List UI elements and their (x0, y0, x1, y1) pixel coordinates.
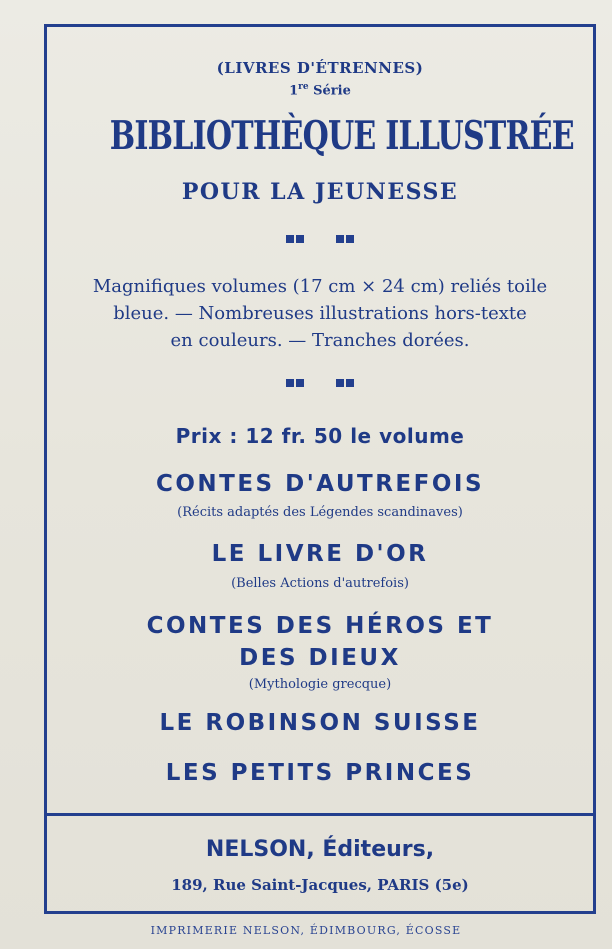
ornament-bottom (47, 379, 593, 389)
book-title-4: LE ROBINSON SUISSE (159, 710, 481, 736)
description-line-1: Magnifiques volumes (17 cm × 24 cm) reliés toile (92, 276, 548, 297)
book-note-2: (Belles Actions d'autrefois) (231, 576, 409, 591)
publisher-divider (47, 813, 593, 816)
publisher-address: 189, Rue Saint-Jacques, PARIS (5e) (171, 876, 469, 894)
page-subtitle: POUR LA JEUNESSE (181, 179, 459, 205)
description-line-3: en couleurs. — Tranches dorées. (170, 330, 470, 351)
serie-digit: 1 (289, 83, 299, 99)
book-title-2: LE LIVRE D'OR (211, 541, 429, 567)
book-title-1: CONTES D'AUTREFOIS (155, 471, 485, 497)
ornament-top (47, 235, 593, 245)
description-line-2: bleue. — Nombreuses illustrations hors-texte (113, 303, 527, 324)
serie-number (47, 82, 593, 98)
publisher-name: NELSON, Éditeurs, (205, 837, 435, 862)
printer-imprint: IMPRIMERIE NELSON, ÉDIMBOURG, ÉCOSSE (150, 924, 462, 937)
book-note-3: (Mythologie grecque) (248, 677, 392, 692)
book-title-5: LES PETITS PRINCES (165, 760, 475, 786)
page-title: BIBLIOTHÈQUE ILLUSTRÉE (109, 113, 574, 159)
description (47, 273, 593, 354)
serie-word: Série (308, 83, 351, 99)
price-line: Prix : 12 fr. 50 le volume (175, 424, 465, 448)
border-frame (44, 24, 596, 914)
book-note-1: (Récits adaptés des Légendes scandinaves) (177, 505, 463, 520)
book-title-3 (47, 610, 593, 674)
book-title-3-line-2: DES DIEUX (239, 645, 401, 671)
serie-sup: re (298, 82, 309, 92)
book-title-3-line-1: CONTES DES HÉROS ET (146, 613, 494, 639)
series-label: (LIVRES D'ÉTRENNES) (216, 59, 424, 77)
